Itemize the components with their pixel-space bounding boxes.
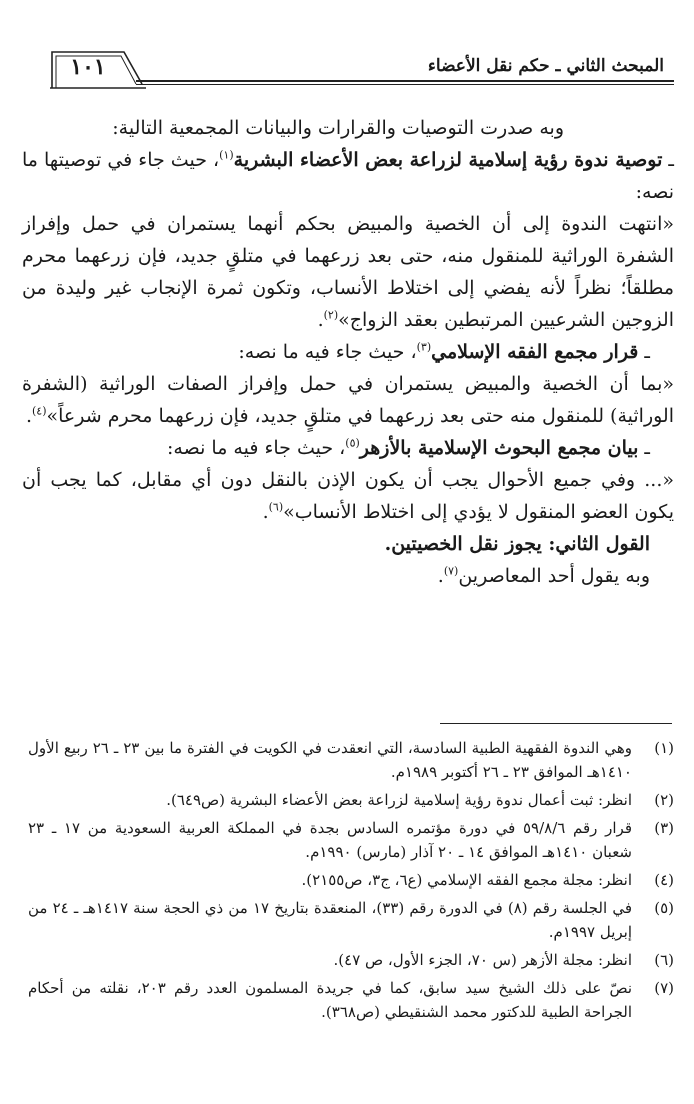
item-dash: ـ xyxy=(638,341,650,363)
footnote-number: (١) xyxy=(654,739,674,757)
footnote-text: انظر: مجلة مجمع الفقه الإسلامي (ع٦، ج٣، ص٢١٥٥). xyxy=(301,871,632,889)
footnote-ref[interactable]: (٣) xyxy=(416,340,432,354)
second-opinion-paragraph xyxy=(22,560,674,592)
footnote-number: (٦) xyxy=(654,951,674,969)
quote-end: . xyxy=(25,405,32,427)
header-rule xyxy=(136,80,674,85)
footnote-number: (٤) xyxy=(654,871,674,889)
footnote-item xyxy=(28,868,674,892)
footnote-text: نصّ على ذلك الشيخ سيد سابق، كما في جريدة المسلمون العدد رقم ٢٠٣، نقلته من أحكام الجراحة الطبية للدكتور محمد الشنقيطي (ص٣٦٨). xyxy=(28,979,633,1021)
item-dash: ـ xyxy=(638,437,650,459)
intro-paragraph: وبه صدرت التوصيات والقرارات والبيانات المجمعية التالية: xyxy=(112,117,564,139)
second-opinion-text: وبه يقول أحد المعاصرين xyxy=(458,565,650,587)
footnote-ref[interactable]: (٤) xyxy=(32,404,47,418)
footnote-separator xyxy=(440,723,672,724)
footnote-number: (٢) xyxy=(654,791,674,809)
running-title: المبحث الثاني ـ حكم نقل الأعضاء xyxy=(427,56,664,76)
statement-paragraph xyxy=(22,432,674,464)
footnote-number: (٥) xyxy=(654,899,674,917)
statement-heading: بيان مجمع البحوث الإسلامية بالأزهر xyxy=(359,437,639,459)
statement-tail: ، حيث جاء فيه ما نصه: xyxy=(167,437,346,459)
quote-text: «انتهت الندوة إلى أن الخصية والمبيض بحكم أنهما يستمران في حمل وإفراز الشفرة الوراثية للمنقول منه، حتى بعد زرعهما في متلقٍ جديد، فإن زرعهما محرم مطلقاً؛ نظراً لأنه يفضي إلى اختلاط الأنساب، وتكون ثمرة الإنجاب غير وليدة من الزوجين الشرعيين المرتبطين بعقد الزواج» xyxy=(22,213,674,331)
page-header xyxy=(50,48,674,90)
quote-text: «بما أن الخصية والمبيض يستمران في حمل وإفراز الصفات الوراثية (الشفرة الوراثية) للمنقول منه حتى بعد زرعهما في متلقٍ جديد، فإن زرعهما محرم شرعاً» xyxy=(22,373,674,427)
statement-quote xyxy=(22,464,674,528)
footnote-ref[interactable]: (٢) xyxy=(323,308,339,322)
main-text xyxy=(22,112,674,592)
quote-end: . xyxy=(317,309,324,331)
decision-tail: ، حيث جاء فيه ما نصه: xyxy=(238,341,417,363)
footnote-text: انظر: ثبت أعمال ندوة رؤية إسلامية لزراعة بعض الأعضاء البشرية (ص٦٤٩). xyxy=(166,791,632,809)
second-opinion-title: القول الثاني: يجوز نقل الخصيتين. xyxy=(384,533,650,555)
footnote-item xyxy=(28,896,674,944)
decision-quote xyxy=(22,368,674,432)
item-dash: ـ xyxy=(662,149,674,171)
footnote-text: قرار رقم ٥٩/٨/٦ في دورة مؤتمره السادس بجدة في المملكة العربية السعودية من ١٧ ـ ٢٣ شعبان ١٤١٠هـ الموافق ١٤ ـ ٢٠ آذار (مارس) ١٩٩٠م. xyxy=(28,819,632,861)
page-number: ١٠١ xyxy=(70,54,106,80)
footnote-ref[interactable]: (٧) xyxy=(443,564,459,578)
recommendation-quote xyxy=(22,208,674,336)
second-opinion-heading xyxy=(22,528,674,560)
footnote-item xyxy=(28,816,674,864)
footnotes xyxy=(28,736,674,1028)
footnote-item xyxy=(28,736,674,784)
decision-heading: قرار مجمع الفقه الإسلامي xyxy=(431,341,639,363)
footnote-text: في الجلسة رقم (٨) في الدورة رقم (٣٣)، المنعقدة بتاريخ ١٧ من ذي الحجة سنة ١٤١٧هـ ـ ٢٤ من إبريل ١٩٩٧م. xyxy=(28,899,632,941)
decision-paragraph xyxy=(22,336,674,368)
footnote-ref[interactable]: (٦) xyxy=(268,500,284,514)
footnote-item xyxy=(28,948,674,972)
quote-end: . xyxy=(262,501,269,523)
recommendation-heading: توصية ندوة رؤية إسلامية لزراعة بعض الأعضاء البشرية xyxy=(233,149,663,171)
footnote-ref[interactable]: (١) xyxy=(219,148,234,162)
footnote-number: (٧) xyxy=(654,979,674,997)
recommendation-tail: ، حيث جاء في توصيتها ما نصه: xyxy=(22,149,674,203)
footnote-item xyxy=(28,788,674,812)
quote-text: «... وفي جميع الأحوال يجب أن يكون الإذن بالنقل دون أي مقابل، كما يجب أن يكون العضو المنقول لا يؤدي إلى اختلاط الأنساب» xyxy=(22,469,674,523)
footnote-number: (٣) xyxy=(654,819,674,837)
footnote-text: وهي الندوة الفقهية الطبية السادسة، التي انعقدت في الكويت في الفترة ما بين ٢٣ ـ ٢٦ ربيع الأول ١٤١٠هـ الموافق ٢٣ ـ ٢٦ أكتوبر ١٩٨٩م. xyxy=(28,739,632,781)
second-opinion-end: . xyxy=(437,565,444,587)
footnote-item xyxy=(28,976,674,1024)
page-number-box xyxy=(50,48,146,90)
recommendation-paragraph xyxy=(22,144,674,208)
footnote-text: انظر: مجلة الأزهر (س ٧٠، الجزء الأول، ص ٤٧). xyxy=(333,951,632,969)
footnote-ref[interactable]: (٥) xyxy=(345,436,360,450)
